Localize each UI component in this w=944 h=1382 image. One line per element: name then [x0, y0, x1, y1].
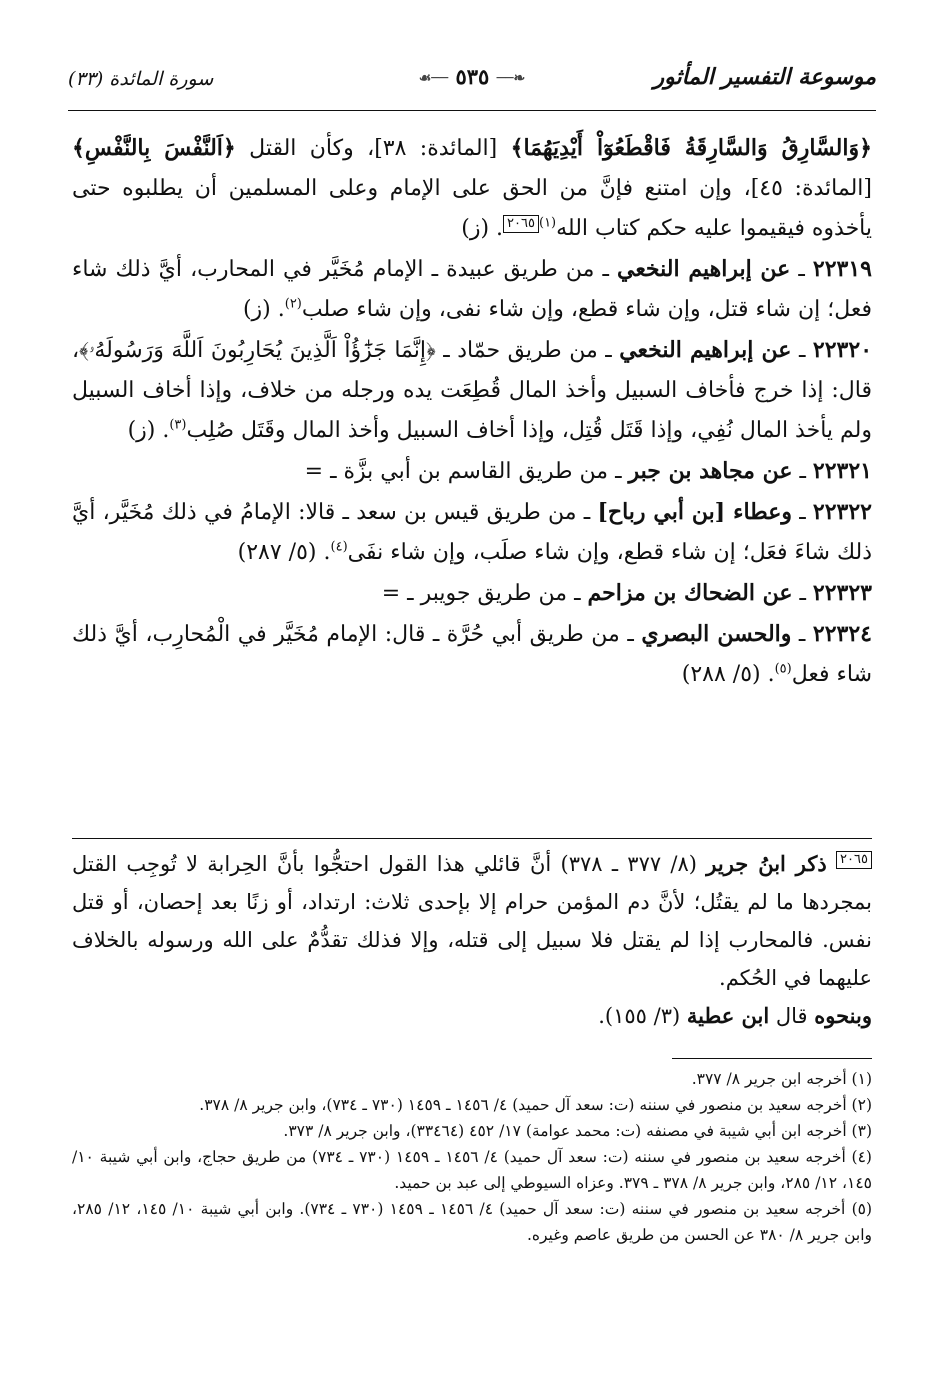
footnote-marker: (٣) — [169, 417, 187, 433]
page-number: ٥٣٥ — [455, 64, 490, 89]
narrator-name: عن إبراهيم النخعي — [619, 337, 792, 363]
narration-text: ـ من طريق القاسم بن أبي بزَّة ـ = — [304, 459, 629, 484]
commentary-ref-box: ٢٠٦٥ — [503, 215, 539, 233]
main-text — [72, 128, 872, 695]
commentary-paragraph — [72, 845, 872, 997]
intro-paragraph — [72, 128, 872, 249]
narration-number: ٢٢٣٢٣ — [812, 580, 872, 606]
narration-number: ٢٢٣١٩ — [812, 256, 872, 282]
commentary-section — [72, 838, 872, 1035]
intro-text: [المائدة: ٣٨]، وكأن القتل — [235, 136, 511, 161]
narration-end: . (ز) — [127, 418, 170, 443]
narrator-name: وعطاء [بن أبي رباح] — [597, 499, 792, 525]
narrator-name: عن إبراهيم النخعي — [616, 256, 791, 282]
surah-label: سورة المائدة (٣٣) — [68, 68, 214, 90]
narration-text: ـ من طريق جويبر ـ = — [381, 581, 588, 606]
narration-text: ـ من طريق قيس بن سعد ـ قالا: الإمامُ في ذلك مُخَيَّر، أيَّ ذلك شاءَ فعَل؛ إن شاء قطع، وإن شاء صلَب، وإن شاء نفَى — [72, 500, 872, 565]
narration-number: ٢٢٣٢٠ — [812, 337, 873, 363]
narration-item: ٢٢٣٢٣ ـ عن الضحاك بن مزاحم ـ من طريق جويبر ـ = — [381, 580, 872, 606]
commentary-ref: (٣/ ١٥٥). — [598, 1004, 687, 1028]
quran-quote: ﴿اَلنَّفْسَ بِالنَّفْسِ﴾ — [72, 135, 236, 161]
footnote: (٣) أخرجه ابن أبي شيبة في مصنفه (ت: محمد عوامة) ١٧/ ٤٥٢ (٣٣٤٦٤)، وابن جرير ٨/ ٣٧٣. — [283, 1122, 872, 1140]
narrator-name: عن مجاهد بن جبر — [628, 458, 793, 484]
narration-text: ـ من طريق عبيدة ـ الإمام مُخَيَّر في المحارب، أيَّ ذلك شاء فعل؛ إن شاء قتل، وإن شاء قطع، وإن شاء نفى، وإن شاء صلب — [72, 257, 872, 322]
page-header — [68, 64, 876, 104]
footnote: (١) أخرجه ابن جرير ٨/ ٣٧٧. — [691, 1070, 872, 1088]
commentary-author: ابن عطية — [686, 1003, 770, 1028]
footnote-marker: (٢) — [284, 296, 302, 312]
quran-quote: ﴿وَالسَّارِقُ وَالسَّارِقَةُ فَاقْطَعُوٓاْ أَيْدِيَهُمَا﴾ — [510, 135, 872, 161]
intro-end: . (ز) — [461, 216, 504, 241]
narration-number: ٢٢٣٢٢ — [812, 499, 872, 525]
header-divider — [68, 110, 876, 111]
footnote-marker: (٤) — [330, 539, 348, 555]
commentary-text: قال — [769, 1004, 815, 1028]
commentary-paragraph — [72, 997, 872, 1035]
right-ornament-icon: ──☙ — [418, 70, 449, 87]
narration-item: ٢٢٣٢٢ ـ وعطاء [بن أبي رباح] ـ من طريق قيس بن سعد ـ قالا: الإمامُ في ذلك مُخَيَّر، أيَّ ذلك شاءَ فعَل؛ إن شاء قطع، وإن شاء صلَب، وإن شاء نفَى$^{(٤)}$. (٥/ ٢٨٧) — [72, 499, 872, 565]
footnote: (٥) أخرجه سعيد بن منصور في سننه (ت: سعد آل حميد) ٤/ ١٤٥٦ ـ ١٤٥٩ (٧٣٠ ـ ٧٣٤). وابن أبي شيبة ١٠/ ١٤٥، ١٢/ ٢٨٥، وابن جرير ٨/ ٣٨٠ عن الحسن من طريق عاصم وغيره. — [72, 1200, 873, 1244]
footnotes — [72, 1066, 872, 1248]
narration-text: ـ من طريق حمّاد ـ ﴿إِنَّمَا جَزَٰٓؤُاْ اَلَّذِينَ يُحَارِبُونَ اَللَّهَ وَرَسُولَهُۥ﴾، قال: إذا خرج فأخاف السبيل وأخذ المال قُطِعَت يده ورجله من خلاف، وإذا أخاف السبيل ولم يأخذ المال نُفِي، وإذا قَتَل قُتِل، وإذا أخاف السبيل وأخذ المال وقَتَل صُلِب — [72, 338, 872, 443]
narration-text: ـ من طريق أبي حُرَّة ـ قال: الإمام مُخَيَّر في الْمُحارِب، أيَّ ذلك شاء فعل — [72, 622, 872, 687]
narration-number: ٢٢٣٢٤ — [812, 621, 872, 647]
commentary-number-box: ٢٠٦٥ — [836, 851, 872, 869]
narration-number: ٢٢٣٢١ — [812, 458, 872, 484]
footnote-divider — [672, 1058, 872, 1059]
commentary-lead: ذكر ابنُ جرير — [706, 851, 827, 876]
narration-end: . (٥/ ٢٨٧) — [237, 540, 331, 565]
narration-end: . (٥/ ٢٨٨) — [681, 662, 775, 687]
commentary-text: (٨/ ٣٧٧ ـ ٣٧٨) أنَّ قائلي هذا القول احتجُّوا بأنَّ الحِرابة لا تُوجِب القتل بمجردها ما لم يقتُل؛ لأنَّ دم المؤمن حرام إلا بإحدى ثلاث: ارتداد، أو زنًا بعد إحصان، أو قتل نفس. فالمحارب إذا لم يقتل فلا سبيل إلى قتله، وإلا فذلك تقدُّمٌ على الله ورسوله بالخلاف عليهما في الحُكم. — [72, 852, 872, 990]
narrator-name: عن الضحاك بن مزاحم — [587, 580, 793, 606]
footnote-marker: (١) — [538, 215, 557, 231]
narration-item: ٢٢٣٢٤ ـ والحسن البصري ـ من طريق أبي حُرَّة ـ قال: الإمام مُخَيَّر في الْمُحارِب، أيَّ ذلك شاء فعل$^{(٥)}$. (٥/ ٢٨٨) — [72, 621, 872, 687]
intro-text: [المائدة: ٤٥]، وإن امتنع فإنَّ من الحق على الإمام وعلى المسلمين أن يطلبوه حتى يأخذوه فيقيموا عليه حكم كتاب الله — [72, 176, 872, 241]
footnote: (٤) أخرجه سعيد بن منصور في سننه (ت: سعد آل حميد) ٤/ ١٤٥٦ ـ ١٤٥٩ (٧٣٠ ـ ٧٣٤) من طريق حجاج، وابن أبي شيبة ١٠/ ١٤٥، ١٢/ ٢٨٥، وابن جرير ٨/ ٣٧٨ ـ ٣٧٩. وعزاه السيوطي إلى عبد بن حميد. — [72, 1148, 872, 1192]
narration-item: ٢٢٣٢٠ ـ عن إبراهيم النخعي ـ من طريق حمّاد ـ ﴿إِنَّمَا جَزَٰٓؤُاْ اَلَّذِينَ يُحَارِبُونَ اَللَّهَ وَرَسُولَهُۥ﴾، قال: إذا خرج فأخاف السبيل وأخذ المال قُطِعَت يده ورجله من خلاف، وإذا أخاف السبيل ولم يأخذ المال نُفِي، وإذا قَتَل قُتِل، وإذا أخاف السبيل وأخذ المال وقَتَل صُلِب$^{(٣)}$. (ز) — [72, 337, 873, 443]
footnote-marker: (٥) — [774, 661, 792, 677]
footnote: (٢) أخرجه سعيد بن منصور في سننه (ت: سعد آل حميد) ٤/ ١٤٥٦ ـ ١٤٥٩ (٧٣٠ ـ ٧٣٤)، وابن جرير ٨/ ٣٧٨. — [199, 1096, 872, 1114]
narration-item: ٢٢٣٢١ ـ عن مجاهد بن جبر ـ من طريق القاسم بن أبي بزَّة ـ = — [304, 458, 872, 484]
narrator-name: والحسن البصري — [641, 621, 792, 647]
narration-item: ٢٢٣١٩ ـ عن إبراهيم النخعي ـ من طريق عبيدة ـ الإمام مُخَيَّر في المحارب، أيَّ ذلك شاء فعل؛ إن شاء قتل، وإن شاء قطع، وإن شاء نفى، وإن شاء صلب$^{(٢)}$. (ز) — [72, 256, 872, 322]
book-title: موسوعة التفسير المأثور — [653, 64, 876, 90]
commentary-lead: وبنحوه — [814, 1003, 872, 1028]
narration-end: . (ز) — [242, 297, 285, 322]
left-ornament-icon: ❧── — [496, 70, 526, 87]
